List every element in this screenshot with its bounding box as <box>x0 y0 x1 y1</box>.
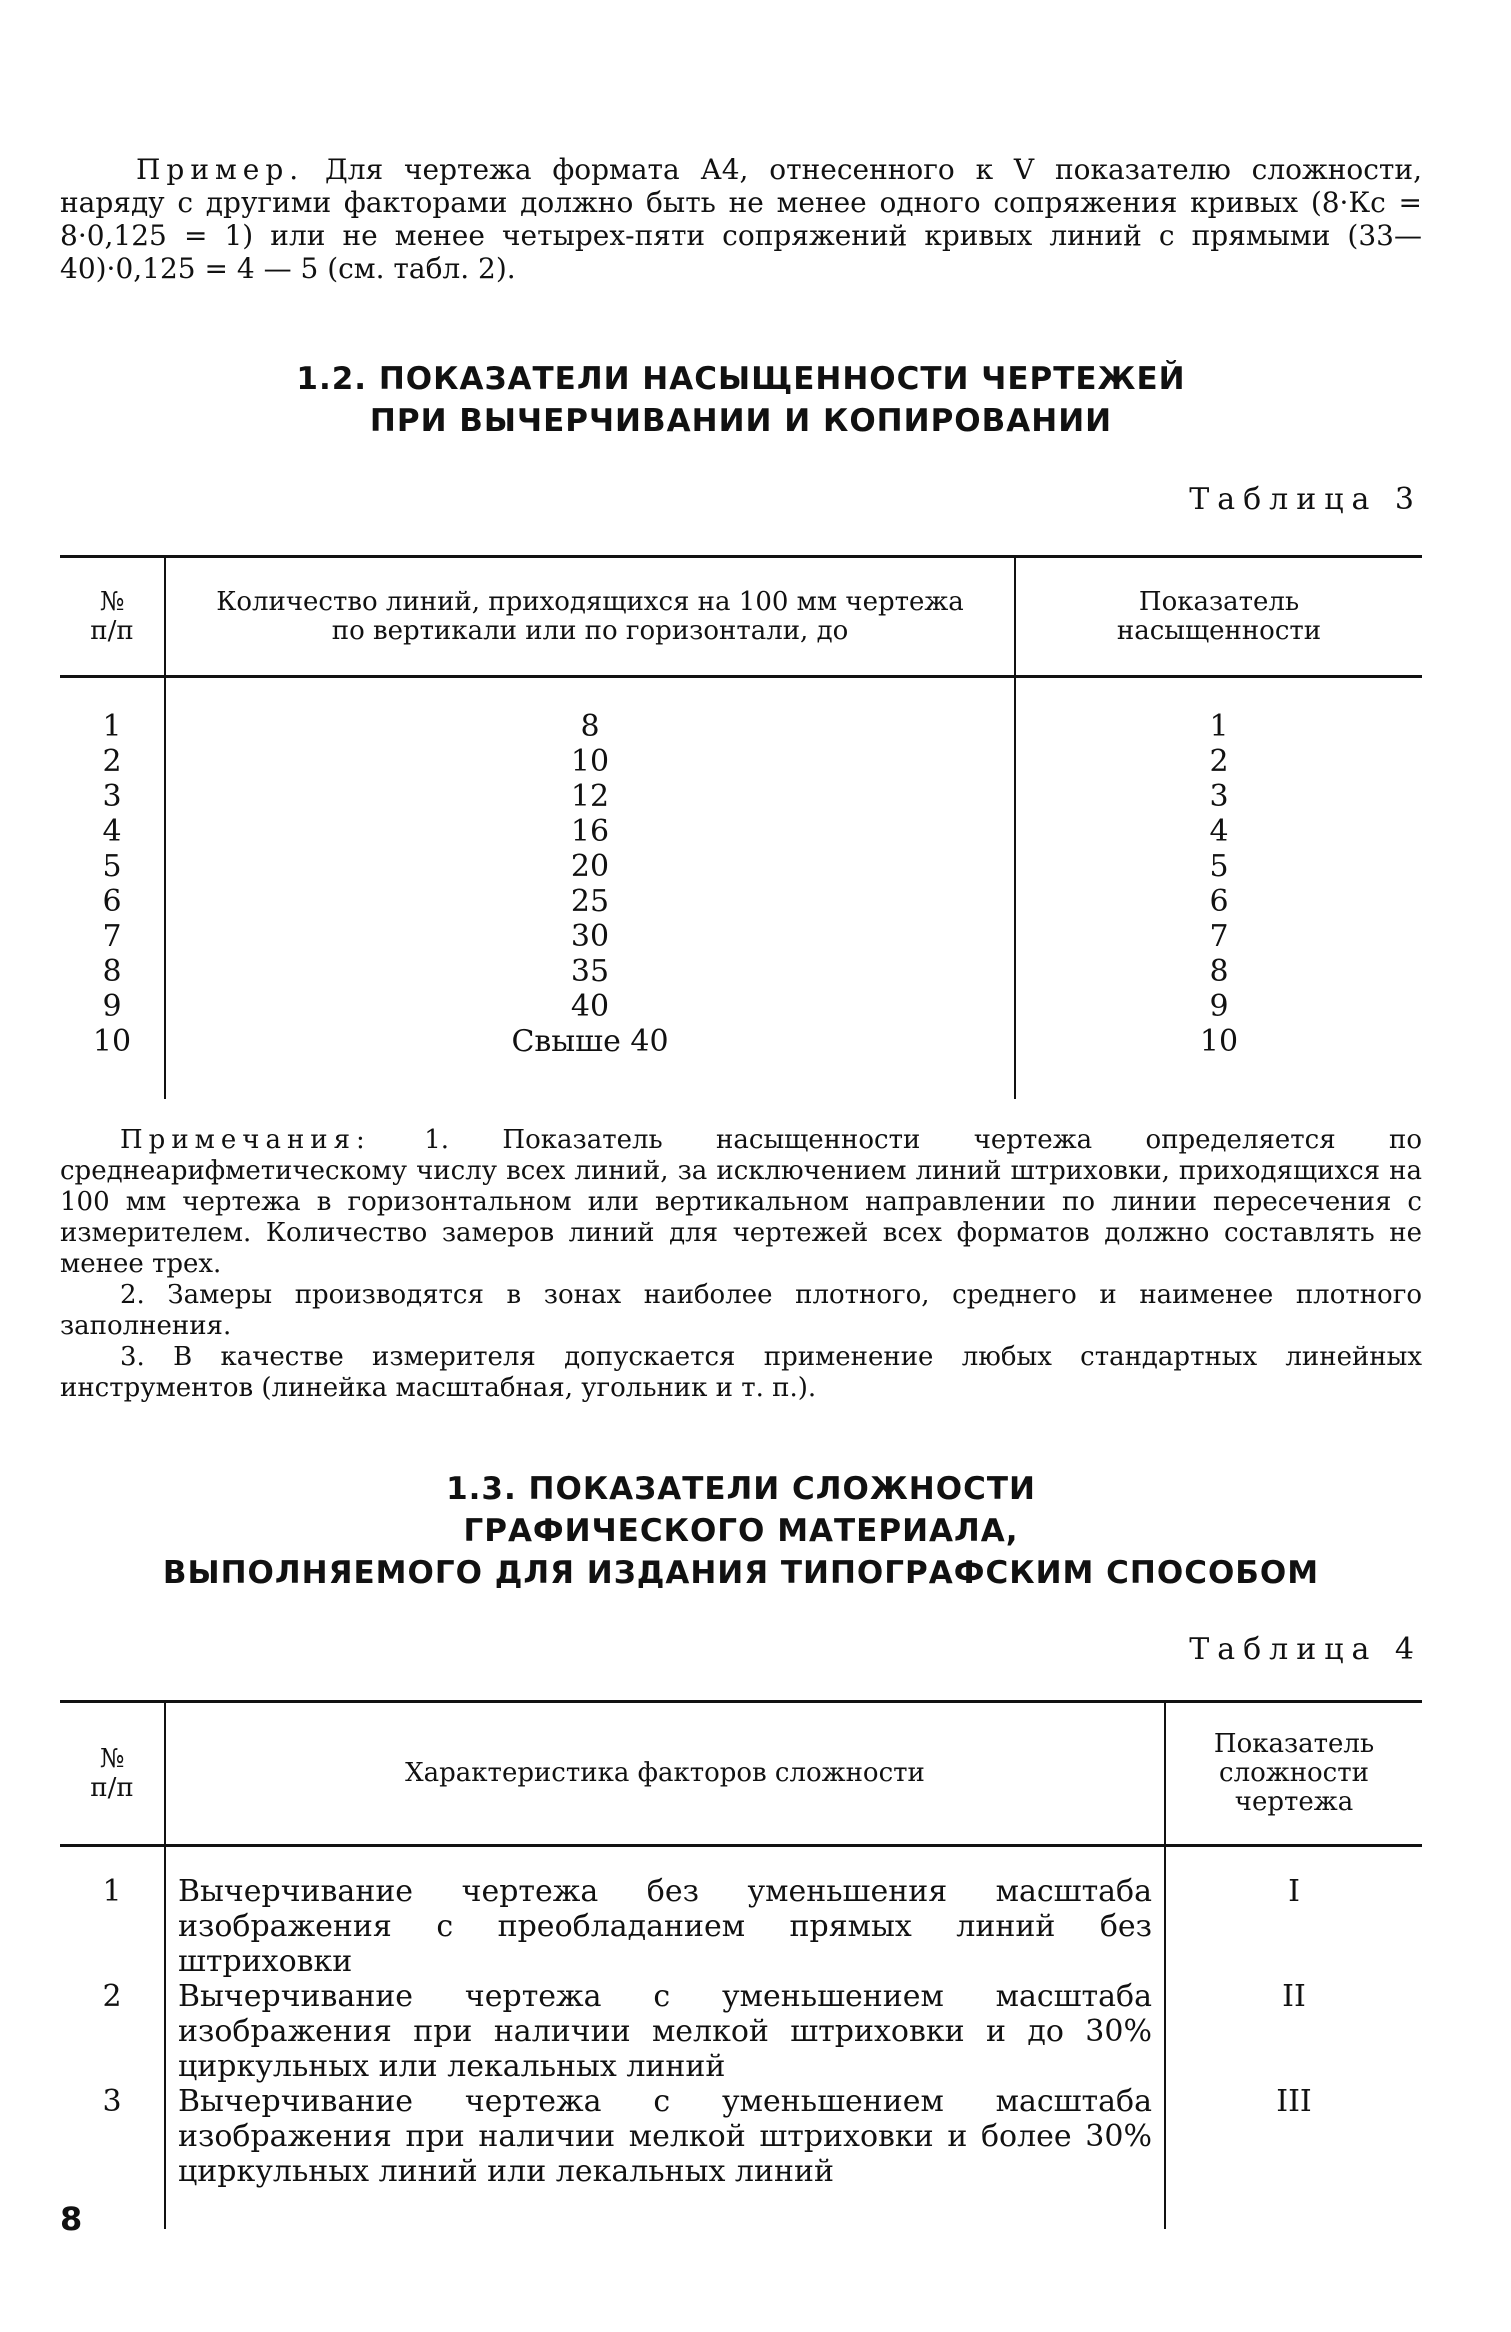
section-1-3-title-line3: ВЫПОЛНЯЕМОГО ДЛЯ ИЗДАНИЯ ТИПОГРАФСКИМ СПОСОБОМ <box>162 1555 1320 1591</box>
table3-header-num: № п/п <box>60 557 165 677</box>
table4-caption: Таблица 4 <box>1189 1632 1422 1667</box>
table3-header-index: Показатель насыщенности <box>1015 557 1422 677</box>
document-page <box>60 0 1422 2332</box>
note-2: 2. Замеры производятся в зонах наиболее плотного, среднего и наименее плотного заполнения. <box>60 1280 1422 1341</box>
section-1-2-title <box>60 358 1422 442</box>
example-paragraph <box>60 153 1422 285</box>
table4-header-num: № п/п <box>60 1702 165 1846</box>
page-number: 8 <box>60 2200 83 2238</box>
table-row: 1 Вычерчивание чертежа без уменьшения масштаба изображения с преобладанием прямых линий без штриховки I <box>60 1874 1422 1979</box>
table-row: 4 16 4 <box>60 814 1422 849</box>
table-row: 1 8 1 <box>60 709 1422 744</box>
section-1-2-title-line1: 1.2. ПОКАЗАТЕЛИ НАСЫЩЕННОСТИ ЧЕРТЕЖЕЙ <box>296 361 1186 397</box>
table-row: 3 Вычерчивание чертежа с уменьшением масштаба изображения при наличии мелкой штриховки и более 30% циркульных линий или лекальных линий III <box>60 2084 1422 2189</box>
example-text: Для чертежа формата А4, отнесенного к V показателю сложности, наряду с другими факторами должно быть не менее одного сопряжения кривых (8·Кc = 8·0,125 = 1) или не менее четырех-пяти сопряжений кривых линий с прямыми (33—40)·0,125 = 4 — 5 (см. табл. 2). <box>60 153 1422 285</box>
table4 <box>60 1700 1422 2229</box>
table-row: 8 35 8 <box>60 954 1422 989</box>
table-row: 2 Вычерчивание чертежа с уменьшением масштаба изображения при наличии мелкой штриховки и до 30% циркульных или лекальных линий II <box>60 1979 1422 2084</box>
section-1-2-title-line2: ПРИ ВЫЧЕРЧИВАНИИ И КОПИРОВАНИИ <box>369 403 1113 439</box>
table-row: 9 40 9 <box>60 989 1422 1024</box>
table-row: 3 12 3 <box>60 779 1422 814</box>
note-1: Примечания: 1. Показатель насыщенности чертежа определяется по среднеарифметическому числу всех линий, за исключением линий штриховки, приходящихся на 100 мм чертежа в горизонтальном или вертикальном направлении по линии пересечения с измерителем. Количество замеров линий для чертежей всех форматов должно составлять не менее трех. <box>60 1125 1422 1279</box>
table3-caption: Таблица 3 <box>1189 482 1422 517</box>
notes-label: Примечания: <box>120 1125 371 1155</box>
table-row: 2 10 2 <box>60 744 1422 779</box>
note-3: 3. В качестве измерителя допускается применение любых стандартных линейных инструментов (линейка масштабная, угольник и т. п.). <box>60 1342 1422 1403</box>
table-row: 10 Свыше 40 10 <box>60 1024 1422 1059</box>
example-label: Пример. <box>136 153 305 186</box>
table4-header-factors: Характеристика факторов сложности <box>165 1702 1165 1846</box>
table-row: 5 20 5 <box>60 849 1422 884</box>
section-1-3-title-line2: ГРАФИЧЕСКОГО МАТЕРИАЛА, <box>463 1513 1019 1549</box>
section-1-3-title-line1: 1.3. ПОКАЗАТЕЛИ СЛОЖНОСТИ <box>446 1471 1036 1507</box>
section-1-3-title <box>60 1468 1422 1594</box>
table3 <box>60 555 1422 1099</box>
table3-header-lines: Количество линий, приходящихся на 100 мм чертежа по вертикали или по горизонтали, до <box>165 557 1015 677</box>
table-row: 7 30 7 <box>60 919 1422 954</box>
table4-header-index: Показатель сложности чертежа <box>1165 1702 1422 1846</box>
table-row: 6 25 6 <box>60 884 1422 919</box>
